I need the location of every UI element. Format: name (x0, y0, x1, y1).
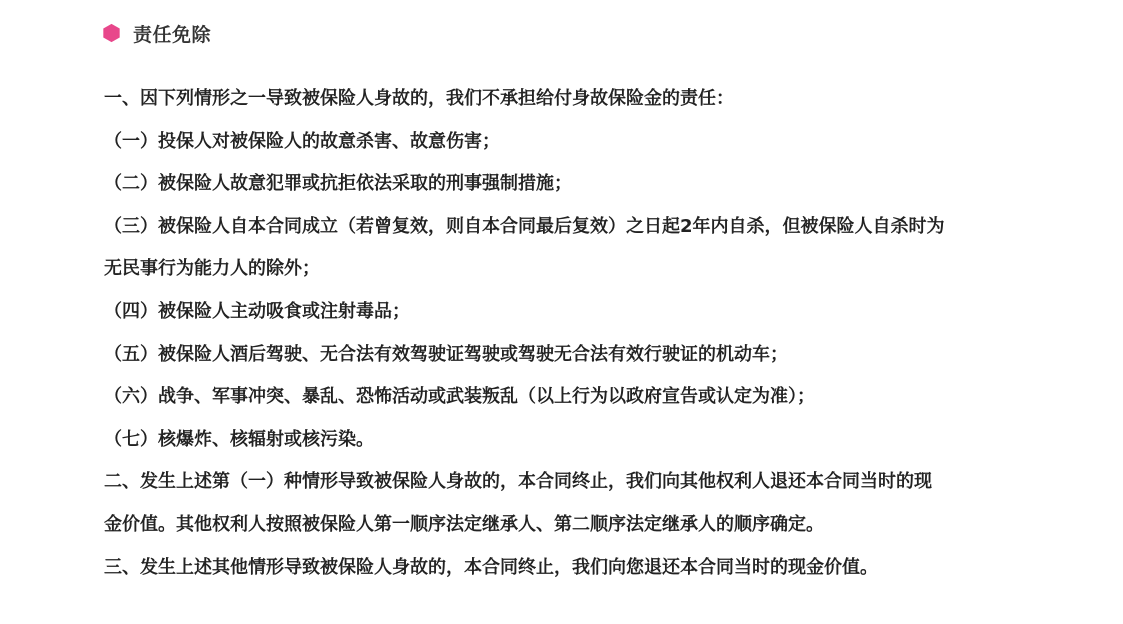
clause-line: （四）被保险人主动吸食或注射毒品； (104, 300, 410, 322)
clause-line: （五）被保险人酒后驾驶、无合法有效驾驶证驾驶或驾驶无合法有效行驶证的机动车； (104, 343, 788, 365)
clause-line: （三）被保险人自本合同成立（若曾复效，则自本合同最后复效）之日起2年内自杀，但被保险人自杀时为 (104, 215, 945, 237)
clause-line: 无民事行为能力人的除外； (104, 258, 320, 280)
clause-line: （二）被保险人故意犯罪或抗拒依法采取的刑事强制措施； (104, 173, 572, 195)
clause-line: 一、因下列情形之一导致被保险人身故的，我们不承担给付身故保险金的责任： (104, 88, 734, 109)
clause-line: （一）投保人对被保险人的故意杀害、故意伤害； (104, 130, 500, 152)
clause-line: 二、发生上述第（一）种情形导致被保险人身故的，本合同终止，我们向其他权利人退还本合同当时的现 (104, 471, 932, 493)
clause-line: （六）战争、军事冲突、暴乱、恐怖活动或武装叛乱（以上行为以政府宣告或认定为准）； (104, 386, 815, 408)
section-header (102, 19, 211, 47)
exclusion-clauses (104, 78, 1104, 589)
hexagon-icon (102, 23, 121, 43)
clause-line: 金价值。其他权利人按照被保险人第一顺序法定继承人、第二顺序法定继承人的顺序确定。 (104, 513, 824, 535)
clause-line: （七）核爆炸、核辐射或核污染。 (104, 428, 374, 450)
clause-line: 三、发生上述其他情形导致被保险人身故的，本合同终止，我们向您退还本合同当时的现金价值。 (104, 556, 878, 578)
section-title: 责任免除 (133, 23, 212, 46)
